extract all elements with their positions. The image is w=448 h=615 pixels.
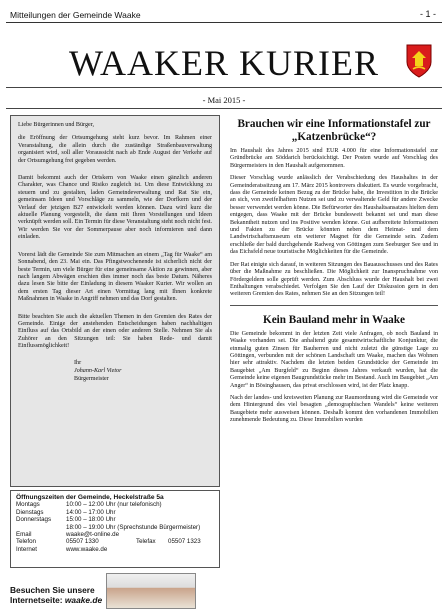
article-paragraph: Dieser Vorschlag wurde anlässlich der Verabschiedung des Haushaltes in der Gemeinderatssitzung am 17. März 2015 kontrovers diskutiert. Es wurde vorgebracht, dass die Gemeinde keinen Bezug zu der Brücke habe, die Investition in die Brücke an sich, von zweifelhaftem Nutzen sei und zu verwaltende Geld für andere Zwecke besser verwendet werden könne. Die Befürworter des Haushaltsansatzes hielten dem entgegen, dass Waake mit der Brücke bundesweit bekannt sei und man diese Bekanntheit nutzen und ins Positive wenden könne. Gut aufbereitete Informationen und Fakten zu der Brücke könnten neben dem Heimat- und dem Landwirtschaftsmuseum ein weiterer Magnet für die Gemeinde sein. Zudem erschließe der bald durchgehende Radweg von Göttingen zum Seeburger See und in das Eichsfeld neue touristische Möglichkeiten für die Gemeinde.	[230, 175, 438, 256]
article-paragraph: Die Gemeinde bekommt in der letzten Zeit viele Anfragen, ob noch Bauland in Waake vorhanden sei. Die anhaltend gute gesamtwirtschaftliche Konjunktur, die einmalig guten Zinsen für Bauherren und nicht zuletzt die günstige Lage zu Göttingen, verbunden mit der schönen Landschaft um Waake, machen das Wohnen hier sehr attraktiv. Nachdem die letzten beiden Grundstücke der Gemeinde im Baugebiet „Am Burgfeld“ zu Beginn dieses Jahres verkauft wurden, hat die Gemeinde keine eigenen Baugrundstücke mehr im Bestand. Auch im Baugebiet „Am Anger“ in Bösinghausen, das privat erschlossen wird, ist der Platz knapp.	[230, 330, 438, 389]
header-divider	[6, 22, 442, 23]
hours-row	[16, 516, 214, 523]
article-paragraph: Nach der landes- und kreisweiten Planung zur Raumordnung wird die Gemeinde vor dem Hintergrund des viel besagten „demographischen Wandels“ keine weiteren Baugebiete mehr ausweisen können. Deshalb kommt den vorhandenen Immobilien zunehmende Bedeutung zu. Diese Immobilien wurden	[230, 394, 438, 424]
newspaper-title: WAAKER KURIER	[69, 43, 379, 83]
page-header	[0, 0, 448, 26]
article-paragraph: Im Haushalt des Jahres 2015 sind EUR 4.000 für eine Informationstafel zur Gründbrücke am Söddarich berücksichtigt. Der Posten wurde auf Vorschlag des Bürgermeisters in den Haushalt aufgenommen.	[230, 148, 438, 169]
masthead	[0, 32, 448, 105]
hours-day: Dienstags	[16, 508, 44, 516]
article-paragraph: Der Rat einigte sich darauf, in weiteren Sitzungen des Bauausschusses und des Rates über die Maßnahme zu beschließen. Die Möglichkeit zur Inanspruchnahme von Fördergeldern solle geprüft werden. Zum Abschluss wurde der Haushalt bei zwei Enthaltungen verabschiedet. Verfolgen Sie den Lauf der Diskussion gern in den weiteren Gremien des Rates, nehmen Sie an den Sitzungen teil!	[230, 261, 438, 298]
fax-label: Telefax	[136, 538, 156, 546]
letter-signature-block	[74, 359, 212, 383]
mayor-letter	[10, 115, 220, 487]
email-link[interactable]: waake@t-online.de	[66, 530, 120, 538]
opening-hours-title: Öffnungszeiten der Gemeinde, Heckelstraße 5a	[16, 494, 164, 501]
letter-paragraph: Damit bekommt auch der Ortskern von Waake einen gänzlich anderen Charakter, was Chance und Risiko zugleich ist. Um diese Entwicklung zu steuern und zu gestalten, laden Gemeindeverwaltung und Rat Sie ein, gemeinsam Ideen und Vorschläge zu sammeln, wie der Dorfkern und der Verlauf der jetzigen B27 entwickelt werden können. Dazu wird kurz die aktuelle Planung vorgestellt, die dann mit Ihren Vorstellungen und Ideen verknüpft werden soll. Ein Termin für diese Veranstaltung steht noch nicht fest. Wir werden Sie vor der Sommerpause aber noch informieren und dann einladen.	[18, 175, 212, 241]
promo-prefix: Internetseite:	[10, 595, 65, 605]
letter-role: Bürgermeister	[74, 375, 109, 382]
letter-paragraph: Bitte beachten Sie auch die aktuellen Themen in den Gremien des Rates der Gemeinde. Einige der anstehenden Entscheidungen haben nachhaltigen Einfluss auf das Ortsbild an der einen oder anderen Stelle. Nehmen Sie als Zuhörer an den Sitzungen teil: Sie haben Rede- und damit Einflussmöglichkeit!	[18, 313, 212, 350]
promo-line	[10, 595, 102, 605]
header-publication-name: Mitteilungen der Gemeinde Waake	[10, 10, 141, 20]
page-number: - 1 -	[419, 9, 436, 19]
articles-column	[230, 118, 438, 430]
letter-signature: Johann-Karl Vietor	[74, 367, 122, 374]
website-screenshot-thumbnail	[106, 573, 196, 609]
hours-time: 14:00 – 17:00 Uhr	[66, 508, 116, 516]
article-divider	[230, 305, 438, 306]
masthead-rule-top	[6, 87, 442, 88]
phone-label: Telefon	[16, 538, 36, 546]
hours-day: Donnerstags	[16, 516, 52, 524]
fax-number: 05507 1323	[168, 538, 201, 546]
coat-of-arms-icon	[406, 44, 432, 78]
letter-paragraph: die Eröffnung der Ortsumgehung steht kurz bevor. Im Rahmen einer Veranstaltung, die allein durch die zuständige Straßenbauverwaltung organisiert wird, soll aller Voraussicht nach ab Ende August der Verkehr auf der Ortsumgehung frei gegeben werden.	[18, 135, 212, 164]
article-headline: Brauchen wir eine Informationstafel zur „Katzenbrücke“?	[237, 118, 431, 143]
hours-row	[16, 538, 214, 545]
hours-row	[16, 509, 214, 516]
issue-date: - Mai 2015 -	[202, 95, 246, 105]
masthead-rule-bottom	[6, 108, 442, 109]
promo-site-link[interactable]: waake.de	[64, 595, 103, 605]
website-promo	[10, 573, 220, 611]
hours-row	[16, 524, 214, 531]
hours-time: 15:00 – 18:00 Uhr	[66, 516, 116, 524]
article-headline: Kein Bauland mehr in Waake	[263, 313, 405, 326]
email-label: Email	[16, 530, 32, 538]
letter-closing: Ihr	[74, 359, 82, 366]
hours-row	[16, 531, 214, 538]
website-promo-text	[10, 585, 102, 605]
promo-line: Besuchen Sie unsere	[10, 585, 95, 595]
opening-hours-box	[10, 490, 220, 568]
letter-salutation: Liebe Bürgerinnen und Bürger,	[18, 122, 95, 128]
hours-row	[16, 501, 214, 508]
hours-time: 10:00 – 12:00 Uhr (nur telefonisch)	[66, 501, 162, 509]
hours-row	[16, 546, 214, 553]
letter-paragraph: Vorerst lädt die Gemeinde Sie zum Mitmachen an einem „Tag für Waake“ am Sonnabend, den 23. Mai ein. Das Pfingstwochenende ist sicherlich nicht der beste Termin, um viele Bürger für eine gemeinsame Aktion zu gewinnen, aber nach langem Abwägen erschien dies immer noch das beste Datum. Näheres dazu lesen Sie bitte der Einladung in diesem Waaker Kurier. Wir wollen an dem ersten Tag dieser Art einen Vormittag lang mit Ihnen konkrete Maßnahmen in Waake in Angriff nehmen und das Dorf gestalten.	[18, 251, 212, 303]
phone-number: 05507 1330	[66, 538, 99, 546]
hours-time: 18:00 – 19:00 Uhr (Sprechstunde Bürgermeister)	[66, 523, 201, 531]
internet-label: Internet	[16, 545, 37, 553]
hours-day: Montags	[16, 501, 40, 509]
website-link[interactable]: www.waake.de	[66, 545, 108, 553]
